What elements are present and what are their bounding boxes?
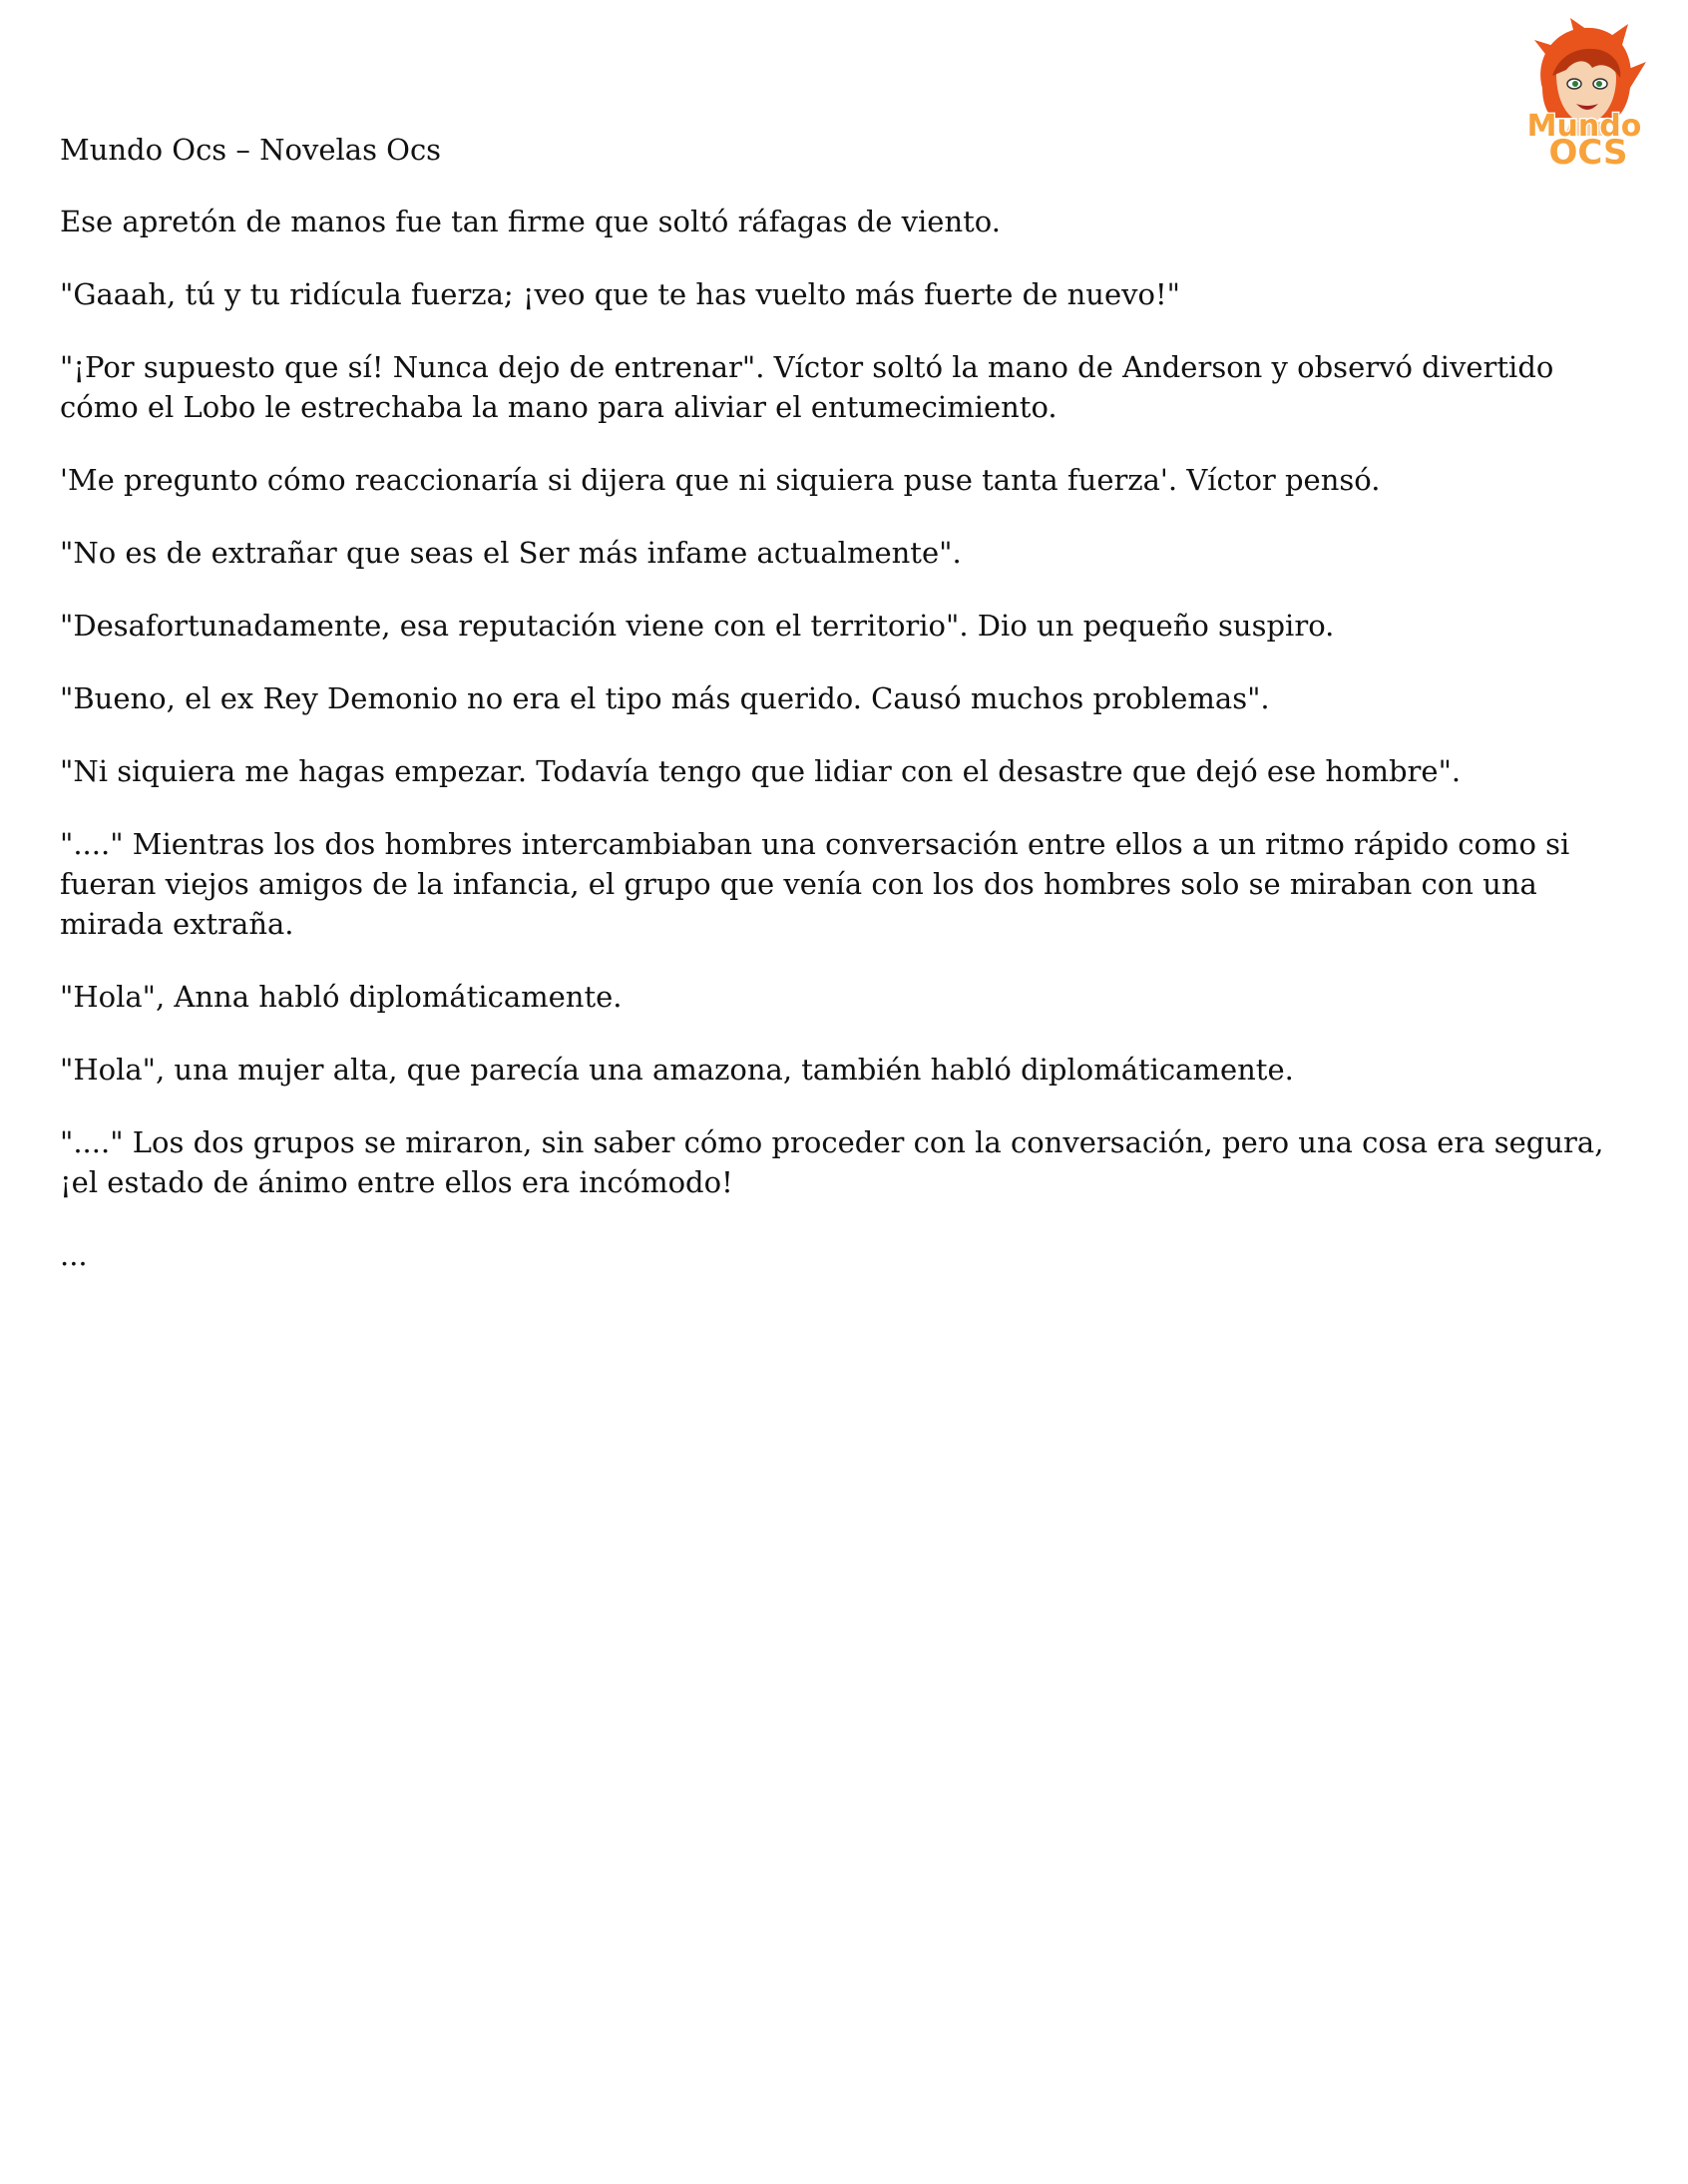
paragraph-8: "Ni siquiera me hagas empezar. Todavía tengo que lidiar con el desastre que dejó ese hombre". bbox=[60, 754, 1462, 788]
paragraph-5: "No es de extrañar que seas el Ser más infame actualmente". bbox=[60, 536, 962, 570]
paragraph-13-ellipsis: ... bbox=[60, 1238, 88, 1272]
paragraph-4: 'Me pregunto cómo reaccionaría si dijera que ni siquiera puse tanta fuerza'. Víctor pensó. bbox=[60, 463, 1381, 497]
document-body bbox=[60, 130, 1616, 1308]
paragraph-9: "...." Mientras los dos hombres intercambiaban una conversación entre ellos a un ritmo rápido como si fueran viejos amigos de la infancia, el grupo que venía con los dos hombres solo se miraban con una mirada extraña. bbox=[60, 827, 1570, 941]
paragraph-12: "...." Los dos grupos se miraron, sin saber cómo proceder con la conversación, pero una cosa era segura, ¡el estado de ánimo entre ellos era incómodo! bbox=[60, 1125, 1604, 1199]
svg-text:OCS: OCS bbox=[1548, 133, 1628, 173]
page-header-title: Mundo Ocs – Novelas Ocs bbox=[60, 133, 442, 167]
paragraph-7: "Bueno, el ex Rey Demonio no era el tipo más querido. Causó muchos problemas". bbox=[60, 681, 1270, 715]
paragraph-6: "Desafortunadamente, esa reputación viene con el territorio". Dio un pequeño suspiro. bbox=[60, 609, 1335, 643]
paragraph-1: Ese apretón de manos fue tan firme que soltó ráfagas de viento. bbox=[60, 205, 1001, 238]
paragraph-11: "Hola", una mujer alta, que parecía una amazona, también habló diplomáticamente. bbox=[60, 1053, 1294, 1087]
paragraph-3: "¡Por supuesto que sí! Nunca dejo de entrenar". Víctor soltó la mano de Anderson y observó divertido cómo el Lobo le estrechaba la mano para aliviar el entumecimiento. bbox=[60, 350, 1554, 424]
paragraph-10: "Hola", Anna habló diplomáticamente. bbox=[60, 980, 623, 1014]
paragraph-2: "Gaaah, tú y tu ridícula fuerza; ¡veo que te has vuelto más fuerte de nuevo!" bbox=[60, 277, 1180, 311]
svg-text:Mundo: Mundo bbox=[1526, 109, 1642, 144]
